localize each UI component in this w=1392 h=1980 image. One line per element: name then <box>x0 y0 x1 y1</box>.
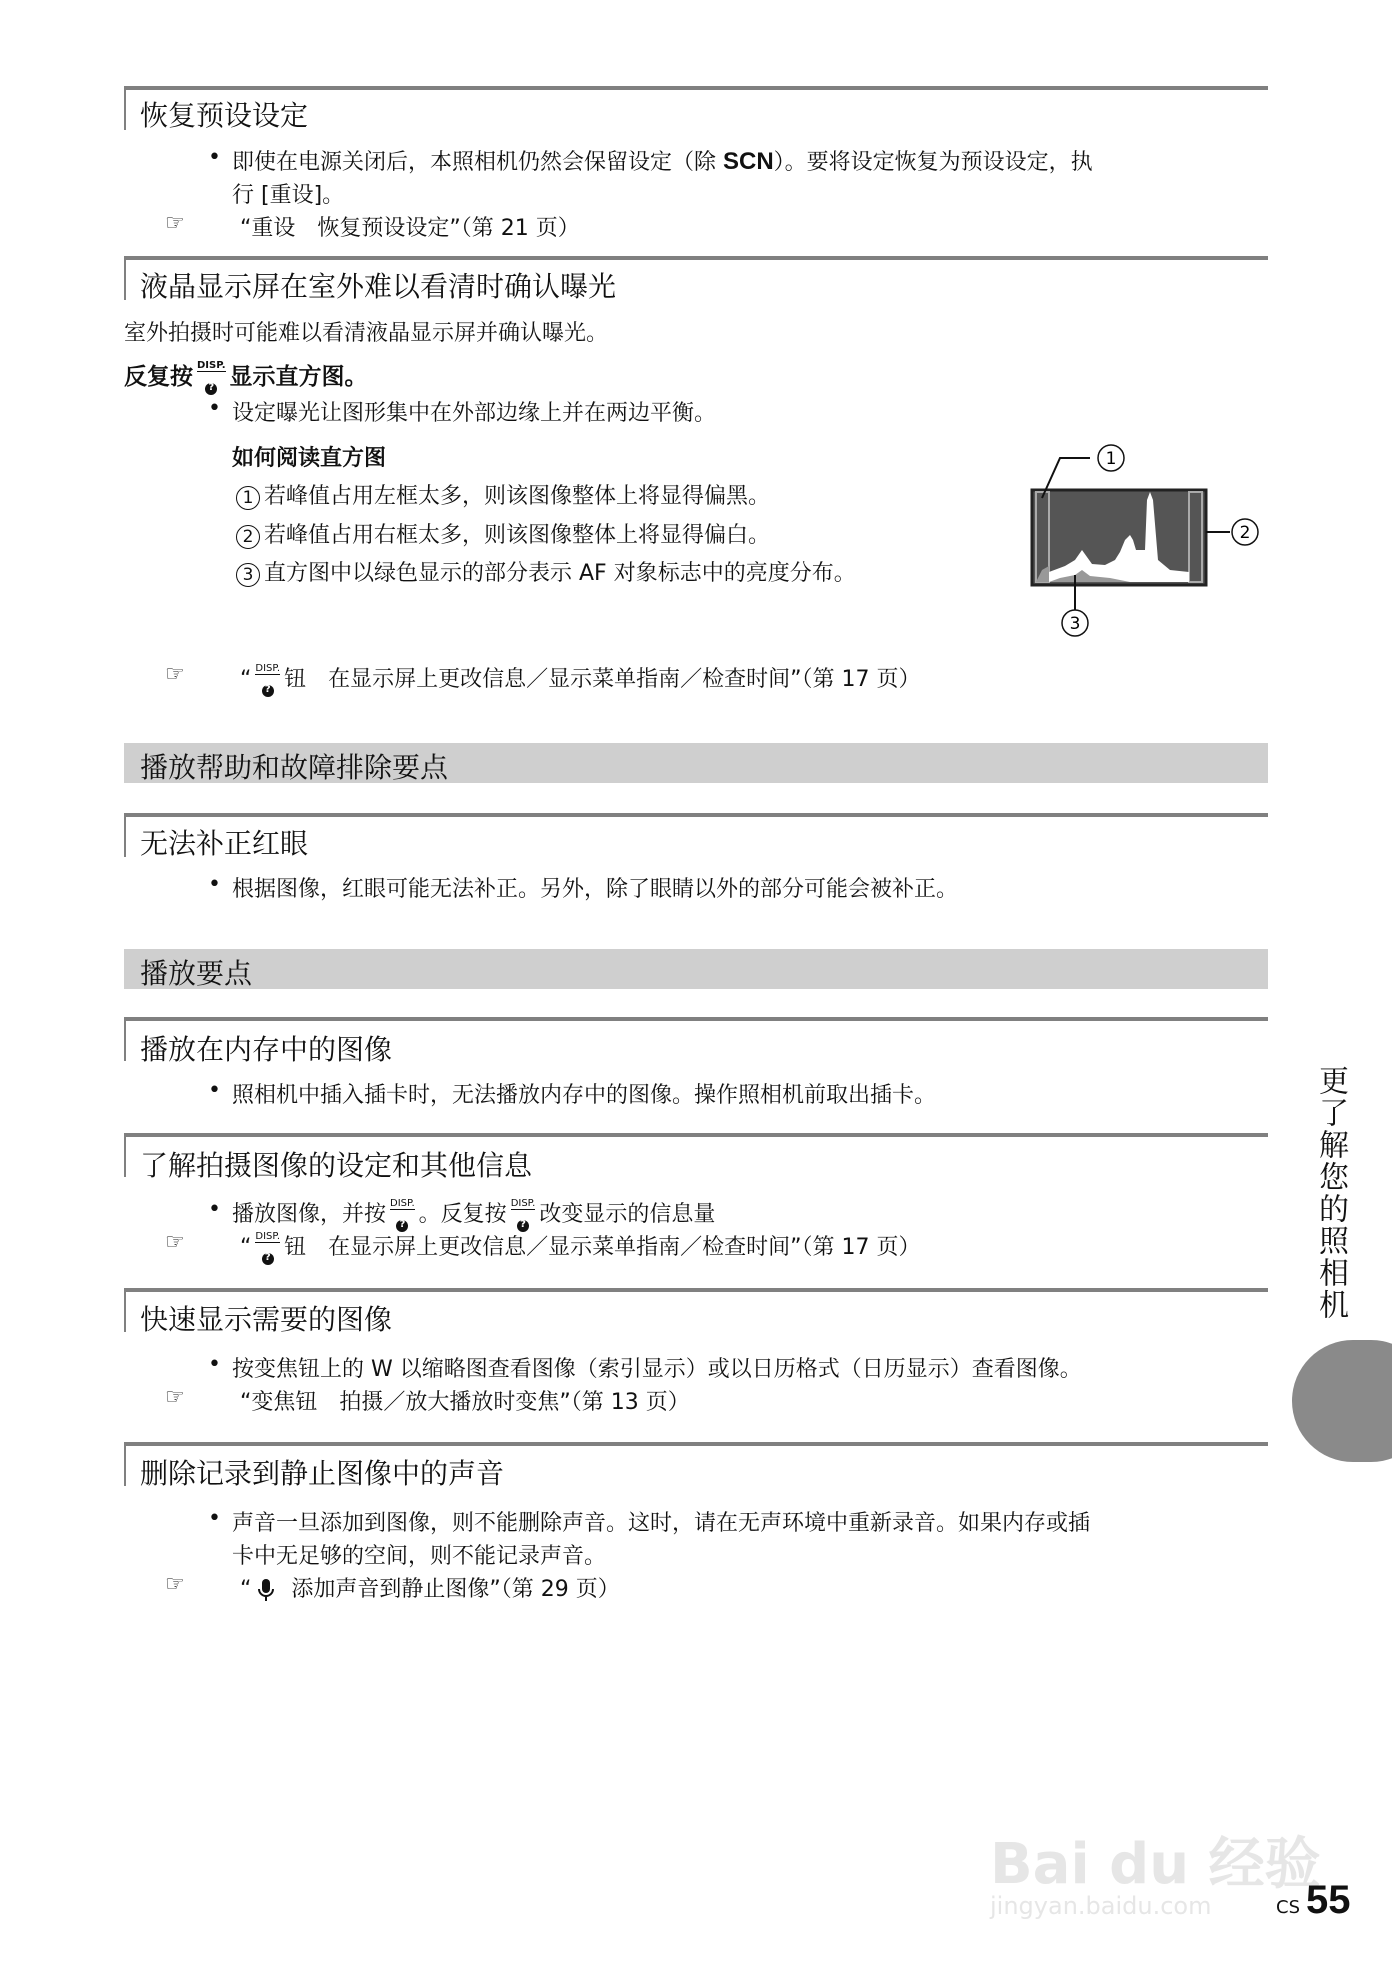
body-text: 声音一旦添加到图像，则不能删除声音。这时，请在无声环境中重新录音。如果内存或插 <box>232 1511 1091 1536</box>
microphone-icon <box>255 1578 277 1602</box>
page-reference-link[interactable]: “变焦钮 拍摄／放大播放时变焦”（第 13 页） <box>240 1390 690 1415</box>
section-bar <box>124 1446 126 1486</box>
heading-restore-defaults: 恢复预设设定 <box>140 99 309 132</box>
section-band <box>124 949 1268 989</box>
action-text: 反复按 DISP. ? 显示直方图。 <box>124 359 368 393</box>
section-rule <box>124 1442 1268 1446</box>
scn-label: SCN <box>723 148 774 175</box>
body-text: 照相机中插入插卡时，无法播放内存中的图像。操作照相机前取出插卡。 <box>232 1083 937 1108</box>
heading-delete-sound: 删除记录到静止图像中的声音 <box>140 1457 505 1490</box>
watermark-logo: Bai du 经验 <box>990 1832 1321 1897</box>
disp-button-icon: DISP. ? <box>197 359 226 393</box>
heading-image-info: 了解拍摄图像的设定和其他信息 <box>140 1149 533 1182</box>
section-rule <box>124 1133 1268 1137</box>
histogram-item-1: 1 若峰值占用左框太多，则该图像整体上将显得偏黑。 <box>236 479 770 510</box>
disp-button-icon: DISP. ? <box>255 1230 281 1263</box>
reference-icon: ☞ <box>165 1572 185 1597</box>
bullet: • <box>208 1506 221 1531</box>
section-bar <box>124 260 126 300</box>
bullet: • <box>208 1352 221 1377</box>
histogram-figure <box>1020 440 1290 645</box>
bullet: • <box>208 1078 221 1103</box>
disp-button-icon: DISP. ? <box>390 1197 415 1230</box>
section-rule <box>124 1017 1268 1021</box>
reference-icon: ☞ <box>165 1230 185 1255</box>
bullet: • <box>208 872 221 897</box>
chapter-tab <box>1292 1340 1392 1462</box>
body-text: 播放图像，并按 DISP. ? 。反复按 DISP. ? 改变显示的信息量 <box>232 1197 716 1230</box>
callout-3: 3 <box>1069 614 1081 634</box>
histogram-item-2: 2 若峰值占用右框太多，则该图像整体上将显得偏白。 <box>236 518 770 549</box>
section-bar <box>124 1292 126 1332</box>
band-title: 播放帮助和故障排除要点 <box>140 751 449 784</box>
section-bar <box>124 1021 126 1061</box>
page-reference-link[interactable]: “ DISP. ? 钮 在显示屏上更改信息／显示菜单指南／检查时间”（第 17 页） <box>240 1230 921 1263</box>
watermark-url: jingyan.baidu.com <box>990 1892 1212 1920</box>
heading-internal-memory: 播放在内存中的图像 <box>140 1033 393 1066</box>
page-reference-link[interactable]: “ 添加声音到静止图像”（第 29 页） <box>240 1577 620 1602</box>
heading-redeye: 无法补正红眼 <box>140 827 309 860</box>
section-band <box>124 743 1268 783</box>
section-rule <box>124 813 1268 817</box>
body-text: 卡中无足够的空间，则不能记录声音。 <box>232 1544 607 1569</box>
section-bar <box>124 1137 126 1177</box>
bullet: • <box>208 396 221 421</box>
disp-button-icon: DISP. ? <box>255 662 281 695</box>
body-text: 室外拍摄时可能难以看清液晶显示屏并确认曝光。 <box>124 321 609 346</box>
page-number: CS 55 <box>1276 1878 1351 1922</box>
heading-exposure: 液晶显示屏在室外难以看清时确认曝光 <box>140 270 617 303</box>
heading-quick-display: 快速显示需要的图像 <box>140 1303 393 1336</box>
section-bar <box>124 817 126 857</box>
reference-icon: ☞ <box>165 662 185 687</box>
body-text: 即使在电源关闭后，本照相机仍然会保留设定（除 SCN）。要将设定恢复为预设设定，执 <box>232 148 1093 175</box>
bullet: • <box>208 145 221 170</box>
chapter-side-label: 更了解您的照相机 <box>1313 1065 1348 1321</box>
reference-icon: ☞ <box>165 1385 185 1410</box>
section-rule <box>124 256 1268 260</box>
reference-icon: ☞ <box>165 211 185 236</box>
callout-1: 1 <box>1105 449 1117 469</box>
section-rule <box>124 1288 1268 1292</box>
section-rule <box>124 86 1268 90</box>
histogram-item-3: 3 直方图中以绿色显示的部分表示 AF 对象标志中的亮度分布。 <box>236 556 856 587</box>
band-title: 播放要点 <box>140 957 253 990</box>
bullet: • <box>208 1197 221 1222</box>
page-reference-link[interactable]: “重设 恢复预设设定”（第 21 页） <box>240 216 580 241</box>
subheading: 如何阅读直方图 <box>232 446 387 471</box>
callout-2: 2 <box>1239 523 1251 543</box>
disp-button-icon: DISP. ? <box>510 1197 536 1230</box>
body-text: 按变焦钮上的 W 以缩略图查看图像（索引显示）或以日历格式（日历显示）查看图像。 <box>232 1357 1082 1382</box>
page-reference-link[interactable]: “ DISP. ? 钮 在显示屏上更改信息／显示菜单指南／检查时间”（第 17 页） <box>240 662 921 695</box>
body-text: 设定曝光让图形集中在外部边缘上并在两边平衡。 <box>232 401 717 426</box>
body-text: 根据图像，红眼可能无法补正。另外，除了眼睛以外的部分可能会被补正。 <box>232 877 959 902</box>
section-bar <box>124 90 126 130</box>
body-text: 行 [重设]。 <box>232 183 345 208</box>
